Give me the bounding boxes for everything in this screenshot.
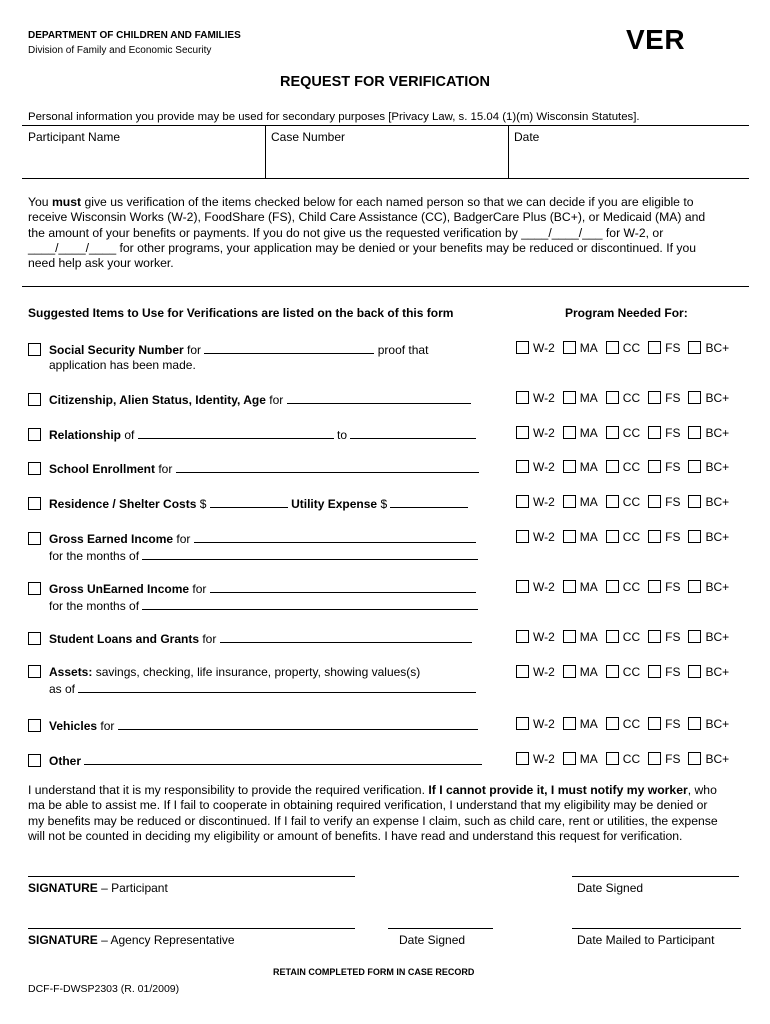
program-checkbox-cc[interactable] (606, 460, 619, 473)
program-checkbox-ma[interactable] (563, 630, 576, 643)
program-checkbox-bcplus[interactable] (688, 717, 701, 730)
program-label: MA (579, 426, 598, 440)
program-checkbox-ma[interactable] (563, 426, 576, 439)
program-row-gross-unearned (516, 580, 737, 596)
item-ssn-checkbox[interactable] (28, 343, 41, 356)
program-checkbox-bcplus[interactable] (688, 341, 701, 354)
item-other: Other (28, 752, 482, 769)
program-checkbox-fs[interactable] (648, 341, 661, 354)
program-label: CC (622, 495, 641, 509)
program-checkbox-ma[interactable] (563, 391, 576, 404)
program-checkbox-ma[interactable] (563, 460, 576, 473)
item-student-loans-checkbox[interactable] (28, 632, 41, 645)
program-label: BC+ (705, 495, 730, 509)
program-checkbox-ma[interactable] (563, 580, 576, 593)
program-label: MA (579, 460, 598, 474)
program-label: CC (622, 460, 641, 474)
item-residence-checkbox[interactable] (28, 497, 41, 510)
program-row-ssn (516, 341, 737, 357)
agency-signature-line[interactable] (28, 928, 355, 929)
program-label: CC (622, 391, 641, 405)
program-checkbox-w-2[interactable] (516, 665, 529, 678)
division-name: Division of Family and Economic Security (28, 45, 212, 56)
program-checkbox-w-2[interactable] (516, 530, 529, 543)
program-label: W-2 (533, 495, 555, 509)
date-signed-label: Date Signed (577, 881, 644, 895)
date-field[interactable]: Date (514, 130, 540, 144)
program-label: MA (579, 752, 598, 766)
program-checkbox-w-2[interactable] (516, 752, 529, 765)
program-checkbox-fs[interactable] (648, 495, 661, 508)
program-row-citizenship (516, 391, 737, 407)
program-checkbox-w-2[interactable] (516, 495, 529, 508)
retain-notice: RETAIN COMPLETED FORM IN CASE RECORD (273, 967, 475, 977)
program-checkbox-fs[interactable] (648, 460, 661, 473)
program-checkbox-fs[interactable] (648, 752, 661, 765)
program-checkbox-cc[interactable] (606, 426, 619, 439)
program-label: MA (579, 665, 598, 679)
program-label: W-2 (533, 580, 555, 594)
program-label: CC (622, 717, 641, 731)
program-row-assets (516, 665, 737, 681)
program-checkbox-w-2[interactable] (516, 630, 529, 643)
item-relationship-checkbox[interactable] (28, 428, 41, 441)
participant-date-line[interactable] (572, 876, 739, 877)
program-checkbox-fs[interactable] (648, 391, 661, 404)
program-label: CC (622, 580, 641, 594)
program-row-relationship (516, 426, 737, 442)
program-label: FS (665, 391, 681, 405)
program-checkbox-ma[interactable] (563, 341, 576, 354)
program-label: MA (579, 391, 598, 405)
item-residence: Residence / Shelter Costs $ Utility Expense $ (28, 495, 468, 512)
program-checkbox-fs[interactable] (648, 665, 661, 678)
program-row-gross-earned (516, 530, 737, 546)
program-checkbox-bcplus[interactable] (688, 391, 701, 404)
program-row-student-loans (516, 630, 737, 646)
suggested-items-heading: Suggested Items to Use for Verifications are listed on the back of this form (28, 306, 454, 320)
program-label: W-2 (533, 391, 555, 405)
program-label: MA (579, 717, 598, 731)
program-label: BC+ (705, 752, 730, 766)
program-checkbox-fs[interactable] (648, 580, 661, 593)
item-gross-earned: Gross Earned Income for for the months of (28, 530, 478, 564)
program-checkbox-ma[interactable] (563, 530, 576, 543)
program-label: W-2 (533, 752, 555, 766)
item-gross-earned-checkbox[interactable] (28, 532, 41, 545)
program-row-vehicles (516, 717, 737, 733)
program-checkbox-bcplus[interactable] (688, 752, 701, 765)
department-name: DEPARTMENT OF CHILDREN AND FAMILIES (28, 30, 241, 41)
item-vehicles-checkbox[interactable] (28, 719, 41, 732)
program-label: W-2 (533, 426, 555, 440)
program-label: FS (665, 460, 681, 474)
program-label: BC+ (705, 426, 730, 440)
agency-date-signed-label: Date Signed (399, 933, 466, 947)
program-label: BC+ (705, 391, 730, 405)
program-checkbox-fs[interactable] (648, 426, 661, 439)
item-ssn: Social Security Number for proof that application has been made. (28, 341, 428, 373)
program-label: BC+ (705, 341, 730, 355)
program-checkbox-ma[interactable] (563, 665, 576, 678)
program-checkbox-w-2[interactable] (516, 717, 529, 730)
program-label: W-2 (533, 341, 555, 355)
program-label: MA (579, 630, 598, 644)
item-relationship: Relationship of to (28, 426, 476, 443)
program-checkbox-bcplus[interactable] (688, 426, 701, 439)
section-rule (22, 286, 749, 287)
program-label: MA (579, 530, 598, 544)
program-needed-heading: Program Needed For: (565, 306, 688, 320)
program-label: W-2 (533, 530, 555, 544)
program-checkbox-w-2[interactable] (516, 341, 529, 354)
item-vehicles: Vehicles for (28, 717, 478, 734)
program-checkbox-cc[interactable] (606, 530, 619, 543)
program-label: FS (665, 341, 681, 355)
program-checkbox-ma[interactable] (563, 752, 576, 765)
program-label: BC+ (705, 717, 730, 731)
program-checkbox-ma[interactable] (563, 717, 576, 730)
agency-signature-label: SIGNATURE – Agency Representative (28, 933, 235, 947)
program-checkbox-bcplus[interactable] (688, 665, 701, 678)
program-checkbox-bcplus[interactable] (688, 630, 701, 643)
program-label: BC+ (705, 580, 730, 594)
program-checkbox-cc[interactable] (606, 495, 619, 508)
program-checkbox-cc[interactable] (606, 752, 619, 765)
page-title: REQUEST FOR VERIFICATION (280, 74, 490, 90)
item-student-loans: Student Loans and Grants for (28, 630, 472, 647)
program-checkbox-cc[interactable] (606, 630, 619, 643)
program-label: CC (622, 665, 641, 679)
program-row-residence (516, 495, 737, 511)
program-checkbox-bcplus[interactable] (688, 495, 701, 508)
program-label: CC (622, 341, 641, 355)
program-checkbox-bcplus[interactable] (688, 580, 701, 593)
program-label: BC+ (705, 460, 730, 474)
program-label: FS (665, 752, 681, 766)
program-label: MA (579, 580, 598, 594)
item-gross-unearned: Gross UnEarned Income for for the months of (28, 580, 478, 614)
program-label: FS (665, 630, 681, 644)
item-citizenship-checkbox[interactable] (28, 393, 41, 406)
program-label: CC (622, 426, 641, 440)
program-checkbox-fs[interactable] (648, 717, 661, 730)
form-id: DCF-F-DWSP2303 (R. 01/2009) (28, 983, 180, 995)
program-checkbox-w-2[interactable] (516, 426, 529, 439)
fields-divider-2 (508, 125, 509, 178)
program-checkbox-cc[interactable] (606, 717, 619, 730)
item-gross-unearned-checkbox[interactable] (28, 582, 41, 595)
program-checkbox-fs[interactable] (648, 530, 661, 543)
program-label: CC (622, 630, 641, 644)
participant-name-field[interactable]: Participant Name (28, 130, 121, 144)
fields-bottom-rule (22, 178, 749, 179)
program-checkbox-bcplus[interactable] (688, 530, 701, 543)
program-label: CC (622, 752, 641, 766)
agency-date-line[interactable] (388, 928, 493, 929)
program-label: FS (665, 717, 681, 731)
item-school-enrollment: School Enrollment for (28, 460, 479, 477)
program-label: W-2 (533, 665, 555, 679)
item-assets: Assets: savings, checking, life insurance, property, showing values(s) as of (28, 665, 476, 697)
participant-signature-label: SIGNATURE – Participant (28, 881, 168, 895)
program-label: BC+ (705, 665, 730, 679)
program-label: FS (665, 530, 681, 544)
program-label: W-2 (533, 717, 555, 731)
program-checkbox-cc[interactable] (606, 580, 619, 593)
program-checkbox-ma[interactable] (563, 495, 576, 508)
privacy-notice: Personal information you provide may be used for secondary purposes [Privacy Law, s. 15.04 (1)(m) Wisconsin Statutes]. (28, 111, 640, 123)
form-code: VER (626, 24, 686, 55)
program-checkbox-bcplus[interactable] (688, 460, 701, 473)
program-label: W-2 (533, 630, 555, 644)
program-label: FS (665, 495, 681, 509)
program-row-school-enrollment (516, 460, 737, 476)
program-label: FS (665, 580, 681, 594)
program-label: CC (622, 530, 641, 544)
date-mailed-label: Date Mailed to Participant (577, 933, 715, 947)
case-number-field[interactable]: Case Number (271, 130, 346, 144)
program-label: FS (665, 426, 681, 440)
intro-paragraph: You must give us verification of the items checked below for each named person so that we can decide if you are eligible to receive Wisconsin Works (W-2), FoodShare (FS), Child Care Assistance (CC), BadgerCare Plus (BC+), or Medicaid (MA) and the amount of your benefits or payments. If you do not give us the requested verification by ____/____/___ for W-2, or ____/____/____ for other programs, your application may be denied or your benefits may be reduced or discontinued. If you need help ask your worker. (28, 195, 706, 271)
understanding-paragraph: I understand that it is my responsibility to provide the required verification. If I cannot provide it, I must notify my worker, who ma be able to assist me. If I fail to cooperate in obtaining required verification, I understand that my eligibility may be denied or my benefits may be reduced or discontinued. If I fail to verify an expense I claim, such as child care, rent or utilities, the expense will not be counted in deciding my eligibility or amount of benefits. I have read and understand this request for verification. (28, 783, 718, 843)
program-label: BC+ (705, 530, 730, 544)
program-row-other (516, 752, 737, 768)
program-checkbox-w-2[interactable] (516, 460, 529, 473)
program-label: MA (579, 495, 598, 509)
mailed-date-line[interactable] (572, 928, 741, 929)
fields-top-rule (22, 125, 749, 126)
item-citizenship: Citizenship, Alien Status, Identity, Age for (28, 391, 471, 408)
program-checkbox-cc[interactable] (606, 391, 619, 404)
program-label: W-2 (533, 460, 555, 474)
program-label: BC+ (705, 630, 730, 644)
program-label: MA (579, 341, 598, 355)
program-checkbox-cc[interactable] (606, 665, 619, 678)
item-school-checkbox[interactable] (28, 462, 41, 475)
item-other-checkbox[interactable] (28, 754, 41, 767)
program-checkbox-cc[interactable] (606, 341, 619, 354)
item-assets-checkbox[interactable] (28, 665, 41, 678)
participant-signature-line[interactable] (28, 876, 355, 877)
program-checkbox-w-2[interactable] (516, 580, 529, 593)
program-checkbox-fs[interactable] (648, 630, 661, 643)
program-checkbox-w-2[interactable] (516, 391, 529, 404)
fields-divider-1 (265, 125, 266, 178)
program-label: FS (665, 665, 681, 679)
